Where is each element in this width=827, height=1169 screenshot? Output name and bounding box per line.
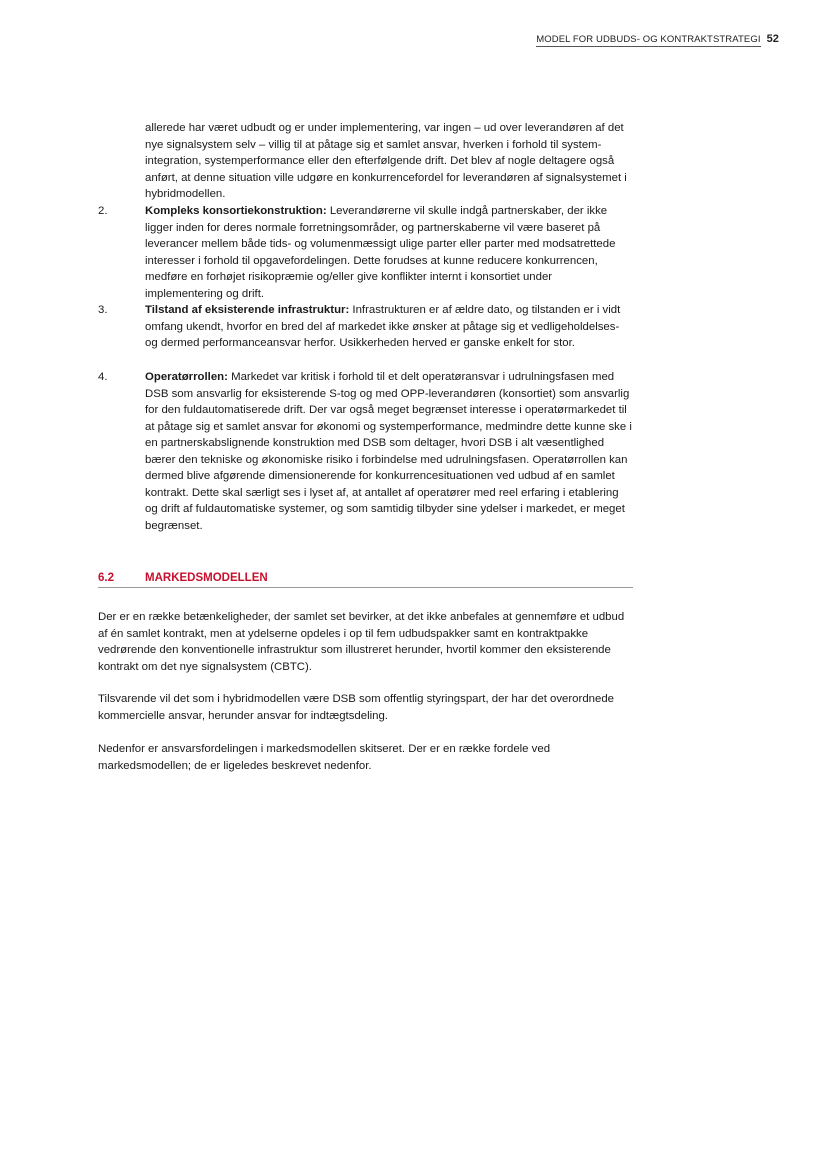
- list-text: Infrastrukturen er af ældre dato, og tilstanden er i vidt omfang ukendt, hvorfor en bred del af markedet ikke ønsker at påtage sig et vedligeholdelses- og dermed performanceansvar herfor. Usikkerheden herved er ganske enkelt for stor.: [145, 304, 621, 349]
- body-paragraph: Nedenfor er ansvarsfordelingen i markedsmodellen skitseret. Der er en række fordele ved markedsmodellen; de er ligeledes beskrevet nedenfor.: [98, 743, 551, 772]
- list-number: 2.: [98, 205, 108, 217]
- section-number: 6.2: [98, 572, 114, 584]
- list-lead: Tilstand af eksisterende infrastruktur:: [145, 304, 350, 316]
- continued-paragraph: allerede har været udbudt og er under implementering, var ingen – ud over leverandøren af det nye signalsystem selv – villig til at påtage sig et samlet ansvar, hverken i forhold til system-integration, systemperformance eller den efterfølgende drift. Det blev af nogle deltagere også anført, at denne situation ville udgøre en konkurrencefordel for leverandøren af signalsystemet i hybridmodellen.: [145, 122, 627, 200]
- section-heading: [98, 572, 633, 588]
- document-title: MODEL FOR UDBUDS- OG KONTRAKTSTRATEGI: [536, 34, 761, 45]
- list-text: Leverandørerne vil skulle indgå partnerskaber, der ikke ligger inden for deres normale forretningsområder, og partnerskaberne vil være baseret på leverancer mellem både tids- og volumenmæssigt ulige parter eller parter med modsatrettede interesser i forhold til opgavefordelingen. Dette forudses at kunne reducere konkurrencen, medføre en forhøjet risikopræmie og/eller give konflikter internt i konsortiet under implementering og drift.: [145, 205, 616, 300]
- list-body: [145, 302, 633, 352]
- section-title: MARKEDSMODELLEN: [145, 572, 268, 584]
- page-number: 52: [766, 33, 779, 45]
- list-item-4: [98, 369, 633, 534]
- body-paragraph: Der er en række betænkeligheder, der samlet set bevirker, at det ikke anbefales at gennemføre et udbud af én samlet kontrakt, men at ydelserne opdeles i op til fem udbudspakker samt en kontraktpakke vedrørende den konventionelle infrastruktur som illustreret herunder, hvortil kommer den eksisterende kontrakt om det nye signalsystem (CBTC).: [98, 611, 625, 673]
- list-item-3: [98, 302, 633, 352]
- list-number: 4.: [98, 371, 108, 383]
- list-number: 3.: [98, 304, 108, 316]
- list-body: [145, 203, 633, 302]
- list-body: [145, 369, 633, 534]
- list-text: Markedet var kritisk i forhold til et delt operatøransvar i udrulningsfasen med DSB som ansvarlig for eksisterende S-tog og med OPP-leverandøren (konsortiet) som ansvarlig for den fuldautomatiserede drift. Der var også meget begrænset interesse i operatørmarkedet til at påtage sig et samlet ansvar for økonomi og systemperformance, medmindre dette kunne ske i en partnerskabslignende konstruktion med DSB som deltager, hvori DSB i alt væsentlighed bærer den tekniske og økonomiske risiko i forbindelse med udrulningsfasen. Operatørrollen kan dermed blive afgørende dimensionerende for konkurrencesituationen ved udbud af en samlet kontrakt. Dette skal særligt ses i lyset af, at antallet af operatører med reel erfaring i etablering og drift af fuldautomatiske systemer, og som samtidig tilbyder sine ydelser i markedet, er meget begrænset.: [145, 371, 632, 532]
- body-paragraph: Tilsvarende vil det som i hybridmodellen være DSB som offentlig styringspart, der har det overordnede kommercielle ansvar, herunder ansvar for indtægtsdeling.: [98, 693, 614, 722]
- list-item-2: [98, 203, 633, 302]
- list-lead: Operatørrollen:: [145, 371, 228, 383]
- list-lead: Kompleks konsortiekonstruktion:: [145, 205, 327, 217]
- running-header: [536, 33, 779, 47]
